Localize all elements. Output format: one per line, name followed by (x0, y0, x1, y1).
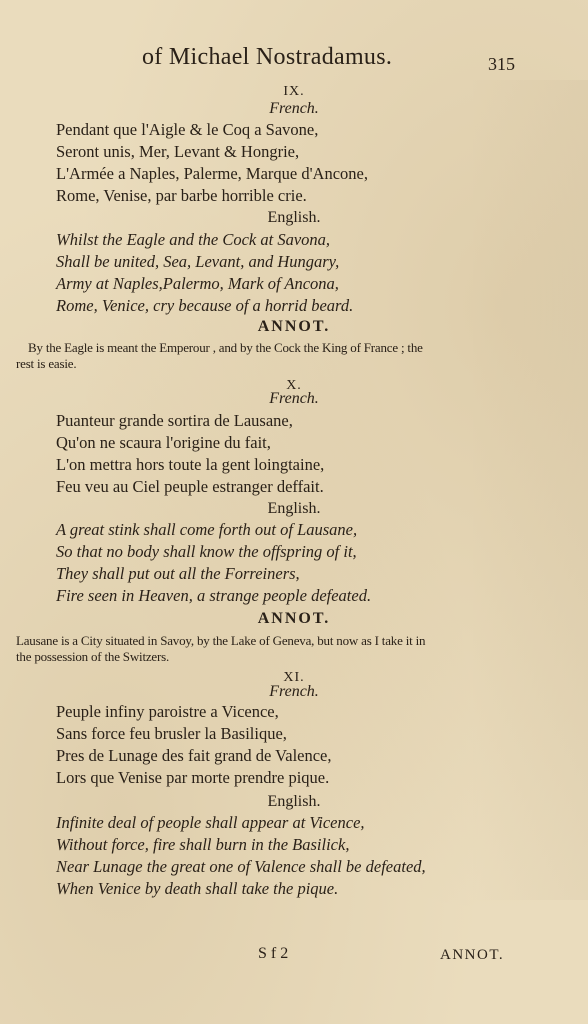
section-x-annotation (16, 633, 576, 665)
verse-line: They shall put out all the Forreiners, (56, 564, 300, 583)
section-ix-french-verse (56, 119, 556, 207)
verse-line: Seront unis, Mer, Levant & Hongrie, (56, 142, 300, 161)
verse-line: Whilst the Eagle and the Cock at Savona, (56, 230, 331, 249)
verse-line: Rome, Venise, par barbe horrible crie. (56, 186, 307, 205)
section-xi-english-verse (56, 812, 556, 900)
annotation-line: the possession of the Switzers. (16, 649, 170, 664)
verse-line: Fire seen in Heaven, a strange people defeated. (56, 586, 372, 605)
verse-line: Rome, Venice, cry because of a horrid beard. (56, 296, 354, 315)
verse-line: Qu'on ne scaura l'origine du fait, (56, 433, 271, 452)
section-x-number: X. (286, 378, 302, 393)
verse-line: Puanteur grande sortira de Lausane, (56, 411, 293, 430)
section-xi-french-label: French. (269, 683, 319, 700)
running-header (0, 44, 588, 78)
section-ix-english-verse (56, 229, 556, 317)
section-x-french-verse (56, 410, 556, 498)
verse-line: A great stink shall come forth out of Lausane, (56, 520, 358, 539)
section-ix-english-label: English. (267, 209, 321, 226)
verse-line: Without force, fire shall burn in the Basilick, (56, 835, 350, 854)
verse-line: Shall be united, Sea, Levant, and Hungary, (56, 252, 340, 271)
header-title: of Michael Nostradamus. (142, 44, 393, 70)
verse-line: Peuple infiny paroistre a Vicence, (56, 702, 279, 721)
section-ix-number: IX. (283, 84, 305, 99)
catchword: ANNOT. (440, 947, 505, 963)
annotation-line: rest is easie. (16, 356, 77, 371)
signature-mark: S f 2 (258, 945, 289, 962)
section-x-french-label: French. (269, 390, 319, 407)
verse-line: So that no body shall know the offspring of it, (56, 542, 357, 561)
verse-line: Infinite deal of people shall appear at Vicence, (56, 813, 365, 832)
section-ix-annotation (16, 340, 576, 372)
section-x-english-verse (56, 519, 556, 607)
section-x-english-label: English. (267, 500, 321, 517)
page-number: 315 (488, 54, 515, 74)
annotation-line: Lausane is a City situated in Savoy, by the Lake of Geneva, but now as I take it in (16, 633, 426, 648)
verse-line: Feu veu au Ciel peuple estranger deffait. (56, 477, 324, 496)
annotation-line: By the Eagle is meant the Emperour , and by the Cock the King of France ; the (28, 340, 423, 355)
section-x-annot-label: ANNOT. (257, 610, 331, 627)
verse-line: L'Armée a Naples, Palerme, Marque d'Ancone, (56, 164, 368, 183)
verse-line: Lors que Venise par morte prendre pique. (56, 768, 330, 787)
verse-line: Pendant que l'Aigle & le Coq a Savone, (56, 120, 319, 139)
section-xi-number: XI. (283, 670, 305, 685)
verse-line: Army at Naples,Palermo, Mark of Ancona, (56, 274, 339, 293)
verse-line: Sans force feu brusler la Basilique, (56, 724, 287, 743)
verse-line: When Venice by death shall take the pique. (56, 879, 339, 898)
verse-line: L'on mettra hors toute la gent loingtaine, (56, 455, 325, 474)
section-ix-annot-label: ANNOT. (257, 318, 331, 335)
verse-line: Near Lunage the great one of Valence shall be defeated, (56, 857, 426, 876)
verse-line: Pres de Lunage des fait grand de Valence, (56, 746, 332, 765)
section-ix-french-label: French. (269, 100, 319, 117)
section-xi-english-label: English. (267, 793, 321, 810)
section-xi-french-verse (56, 701, 556, 789)
